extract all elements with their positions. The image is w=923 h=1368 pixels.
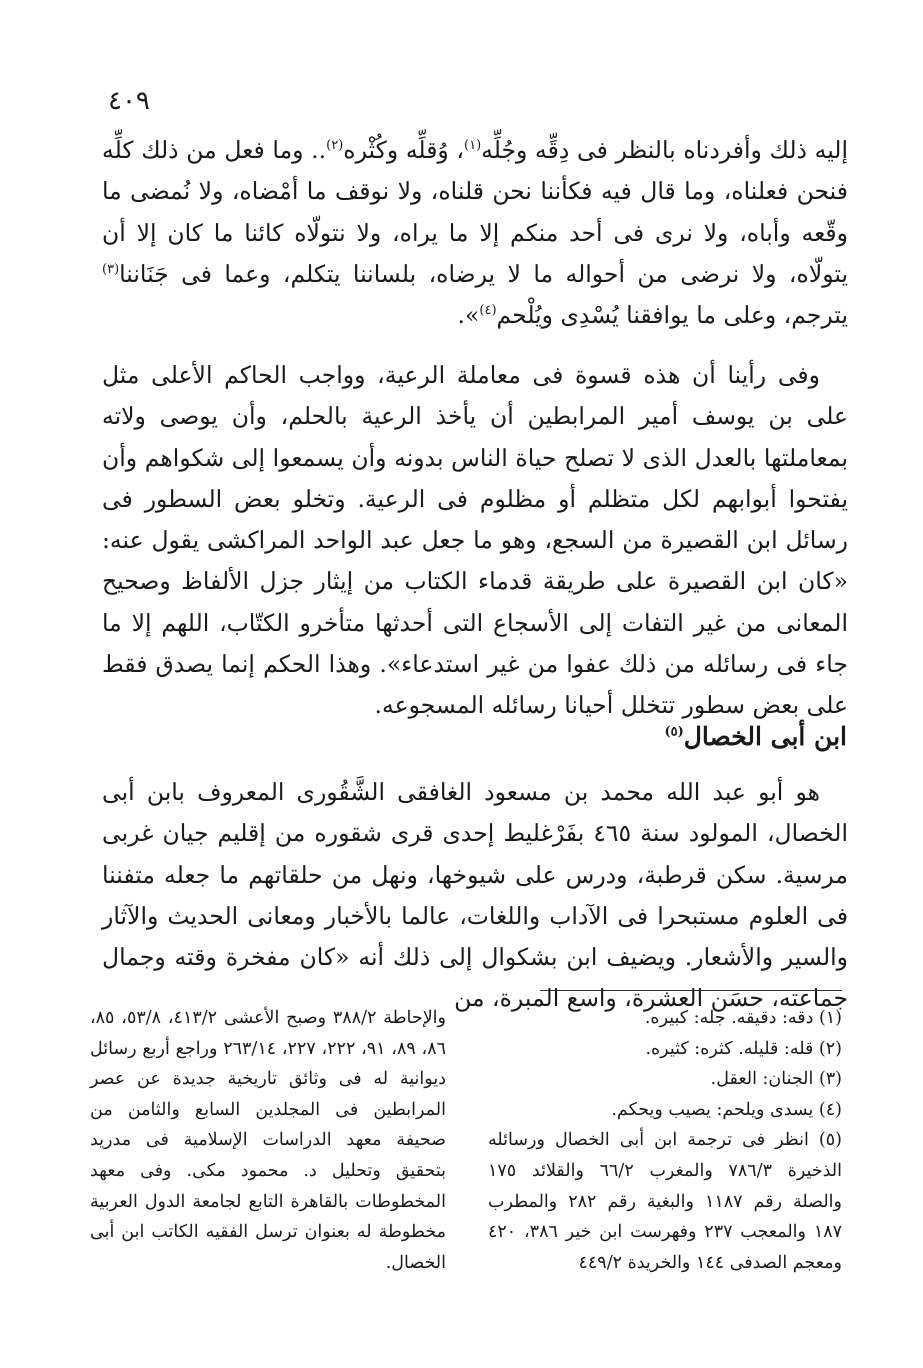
paragraph-quote-end <box>102 130 848 336</box>
footnote-divider <box>540 990 842 991</box>
footnotes-right-column <box>488 1003 842 1278</box>
section-heading <box>664 722 847 751</box>
footnote-5-continued: والإحاطة ٣٨٨/٢ وصبح الأعشى ٤١٣/٢، ٥٣/٨، ٨٥، ٨٦، ٨٩، ٩١، ٢٢٢، ٢٢٧، ٢٦٣/١٤ وراجع أربع رسائل ديوانية له فى وثائق تاريخية جديدة عن عصر المرابطين فى المجلدين السابع والثامن من صحيفة معهد الدراسات الإسلامية فى مدريد بتحقيق وتحليل د. محمود مكى. وفى معهد المخطوطات بالقاهرة التابع لجامعة الدول العربية مخطوطة له بعنوان ترسل الفقيه الكاتب ابن أبى الخصال. <box>90 1008 446 1273</box>
text-run: ، وُقلِّه وكُثْره <box>343 136 465 164</box>
footnote-2: (٢) قله: قليله. كثره: كثيره. <box>645 1038 842 1059</box>
paragraph-analysis <box>102 355 848 727</box>
footnote-ref: (٤) <box>479 303 497 319</box>
footnote-ref: (٥) <box>664 724 684 740</box>
footnote-1: (١) دقه: دقيقه. جله: كبيره. <box>644 1008 842 1028</box>
section-title: ابن أبى الخصال <box>683 722 847 751</box>
page-number: ٤٠٩ <box>108 86 150 116</box>
footnote-ref: (١) <box>464 138 482 154</box>
footnotes-left-column <box>90 1003 446 1278</box>
footnote-4: (٤) يسدى ويلحم: يصيب ويحكم. <box>611 1099 842 1120</box>
paragraph-biography <box>102 772 848 1020</box>
footnote-ref: (٣) <box>102 262 120 278</box>
footnote-3: (٣) الجنان: العقل. <box>710 1069 842 1090</box>
text-run: إليه ذلك وأفردناه بالنظر فى دِقِّه وجُلِّه <box>481 136 848 164</box>
text-run: ». <box>457 301 480 330</box>
footnote-ref: (٢) <box>326 138 344 154</box>
paragraph-text: وفى رأينا أن هذه قسوة فى معاملة الرعية، وواجب الحاكم الأعلى مثل على بن يوسف أمير المرابطين أن يأخذ الرعية بالحلم، وأن يوصى ولاته بمعاملتها بالعدل الذى لا تصلح حياة الناس بدونه وأن يسمعوا إلى شكواهم وأن يفتحوا أبوابهم لكل متظلم أو مظلوم فى الرعية. وتخلو بعض السطور فى رسائل ابن القصيرة من السجع، وهو ما جعل عبد الواحد المراكشى يقول عنه: «كان ابن القصيرة على طريقة قدماء الكتاب من إيثار جزل الألفاظ وصحيح المعانى من غير التفات إلى الأسجاع التى أحدثها متأخرو الكتّاب، اللهم إلا ما جاء فى رسائله من ذلك عفوا من غير استدعاء». وهذا الحكم إنما يصدق فقط على بعض سطور تتخلل أحيانا رسائله المسجوعه. <box>102 361 848 720</box>
text-run: .. وما فعل من ذلك كلِّه فنحن فعلناه، وما قال فيه فكأننا نحن قلناه، ولا نوقف ما أمْضاه، ولا نُمضى ما وقّعه وأباه، ولا نرى فى أحد منكم إلا ما يراه، ولا نتولّاه كائنا ما كان إلا أن يتولّاه، ولا نرضى من أحواله ما لا يرضاه، بلساننا يتكلم، وعما فى جَنَاننا <box>102 136 848 288</box>
text-run: يترجم، وعلى ما يوافقنا يُسْدِى ويُلْحم <box>496 301 848 330</box>
footnote-5: (٥) انظر فى ترجمة ابن أبى الخصال ورسائله الذخيرة ٧٨٦/٣ والمغرب ٦٦/٢ والقلائد ١٧٥ والصلة رقم ١١٨٧ والبغية رقم ٢٨٢ والمطرب ١٨٧ والمعجب ٢٣٧ وفهرست ابن خير ٣٨٦، ٤٢٠ ومعجم الصدفى ١٤٤ والخريدة ٤٤٩/٢ <box>488 1130 843 1273</box>
paragraph-text: هو أبو عبد الله محمد بن مسعود الغافقى الشَّقُورى المعروف بابن أبى الخصال، المولود سنة ٤٦٥ بفَرْغليط إحدى قرى شقوره من إقليم جيان غربى مرسية. سكن قرطبة، ودرس على شيوخها، ونهل من حلقاتهم ما جعله متفننا فى العلوم مستبحرا فى الآداب واللغات، عالما بالأخبار ومعانى الحديث والآثار والسير والأشعار. ويضيف ابن بشكوال إلى ذلك أنه «كان مفخرة وقته وجمال جماعته، حسَن العشرة، واسع المبرة، من <box>102 778 848 1013</box>
